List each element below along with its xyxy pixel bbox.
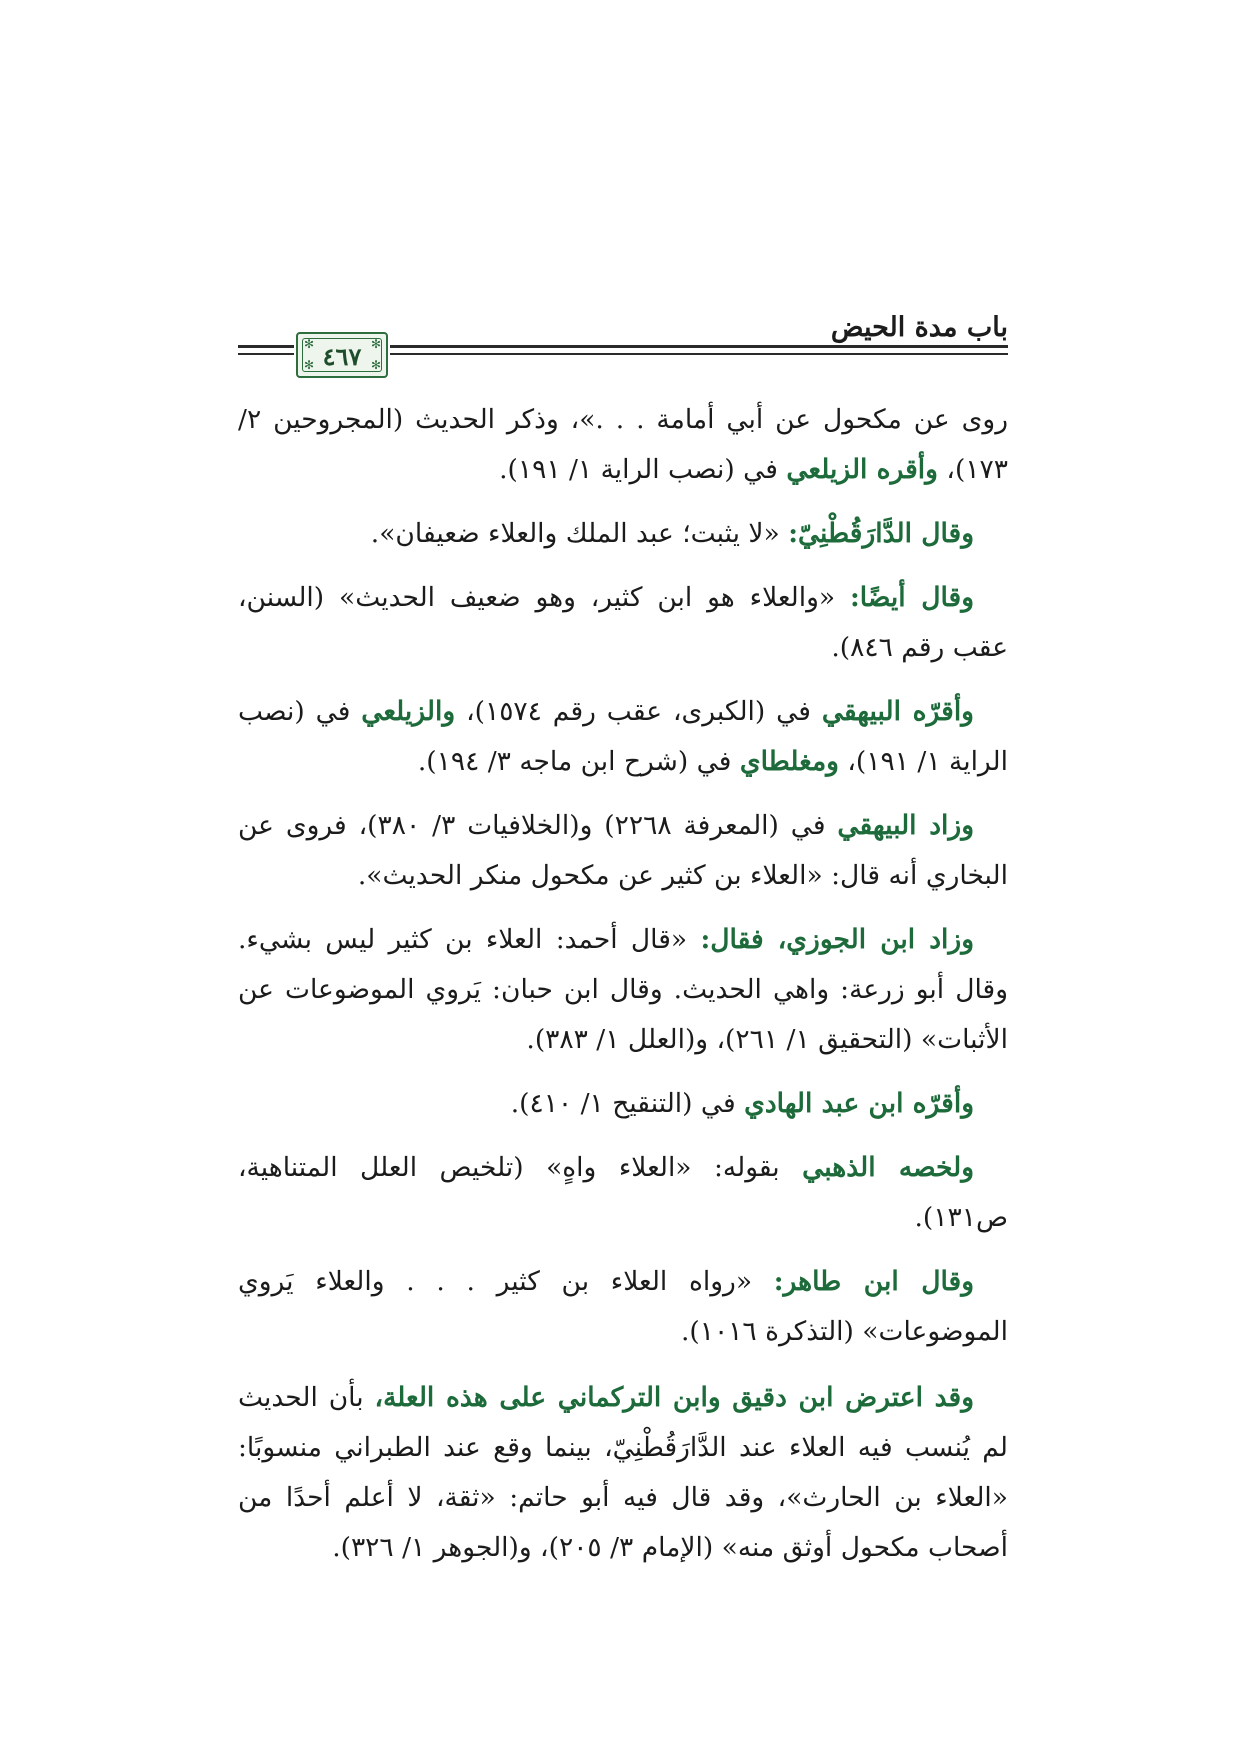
ornament-icon: ✻ (304, 358, 315, 372)
highlighted-name: وقال ابن طاهر: (773, 1266, 974, 1297)
paragraph-text: «لا يثبت؛ عبد الملك والعلاء ضعيفان». (370, 518, 789, 549)
paragraph-text: «رواه العلاء بن كثير . . . والعلاء يَروي الموضوعات» (التذكرة ١٠١٦). (238, 1266, 1008, 1347)
highlighted-name: وقال أيضًا: (849, 582, 974, 613)
paragraph-text: في (التنقيح ١/ ٤١٠). (510, 1088, 745, 1119)
paragraph (238, 509, 1008, 559)
paragraph-text: في (شرح ابن ماجه ٣/ ١٩٤). (417, 746, 740, 777)
highlighted-name: وقد اعترض ابن دقيق وابن التركماني على هذه العلة، (374, 1382, 975, 1413)
page-number: ٤٦٧ (322, 342, 362, 371)
paragraph-text: بأن الحديث لم يُنسب فيه العلاء عند الدَّارَقُطْنِيّ، بينما وقع عند الطبراني منسوبًا: «العلاء بن الحارث»، وقد قال فيه أبو حاتم: «ثقة، لا أعلم أحدًا من أصحاب مكحول أوثق منه» (الإمام ٣/ ٢٠٥)، و(الجوهر ١/ ٣٢٦). (238, 1382, 1008, 1563)
paragraph (238, 1257, 1008, 1357)
highlighted-name: وأقرّه ابن عبد الهادي (744, 1088, 974, 1119)
highlighted-name: وزاد ابن الجوزي، فقال: (700, 924, 974, 955)
ornament-icon: ✻ (371, 337, 382, 351)
page-header (238, 312, 1008, 382)
highlighted-name: وقال الدَّارَقُطْنِيّ: (788, 518, 974, 549)
paragraph (238, 573, 1008, 673)
paragraph (238, 1143, 1008, 1243)
paragraph-text: «والعلاء هو ابن كثير، وهو ضعيف الحديث» (السنن، عقب رقم ٨٤٦). (238, 582, 1008, 663)
highlighted-name: والزيلعي (361, 696, 456, 727)
paragraph (238, 687, 1008, 787)
paragraph-text: في (المعرفة ٢٢٦٨) و(الخلافيات ٣/ ٣٨٠)، فروى عن البخاري أنه قال: «العلاء بن كثير عن مكحول منكر الحديث». (238, 810, 1008, 891)
paragraph (238, 1373, 1008, 1573)
paragraph-text: روى عن مكحول عن أبي أمامة . . .»، وذكر الحديث (المجروحين ٢/ ١٧٣)، (238, 404, 1008, 485)
paragraph-text: «قال أحمد: العلاء بن كثير ليس بشيء. وقال أبو زرعة: واهي الحديث. وقال ابن حبان: يَروي الموضوعات عن الأثبات» (التحقيق ١/ ٢٦١)، و(العلل ١/ ٣٨٣). (238, 924, 1008, 1055)
highlighted-name: وزاد البيهقي (837, 810, 975, 841)
paragraph-text: في (الكبرى، عقب رقم ١٥٧٤)، (455, 696, 822, 727)
paragraph (238, 1079, 1008, 1129)
paragraph-text: بقوله: «العلاء واهٍ» (تلخيص العلل المتناهية، ص١٣١). (238, 1152, 1008, 1233)
highlighted-name: وأقره الزيلعي (786, 454, 938, 485)
ornament-icon: ✻ (304, 337, 315, 351)
header-rule-right-top (390, 345, 1008, 348)
chapter-title: باب مدة الحيض (830, 312, 1008, 343)
paragraph (238, 395, 1008, 495)
header-rule-left-bottom (238, 353, 294, 355)
highlighted-name: ومغلطاي (739, 746, 839, 777)
highlighted-name: وأقرّه البيهقي (821, 696, 974, 727)
header-rule-left-top (238, 345, 294, 348)
header-rule-right-bottom (390, 353, 1008, 355)
highlighted-name: ولخصه الذهبي (802, 1152, 974, 1183)
paragraph-text: في (نصب الراية ١/ ١٩١). (499, 454, 787, 485)
paragraph-text: في (نصب الراية ١/ ١٩١)، (238, 696, 1008, 777)
paragraph (238, 915, 1008, 1065)
body-text (238, 395, 1008, 1587)
ornament-icon: ✻ (371, 358, 382, 372)
paragraph (238, 801, 1008, 901)
page-number-badge (296, 332, 388, 378)
